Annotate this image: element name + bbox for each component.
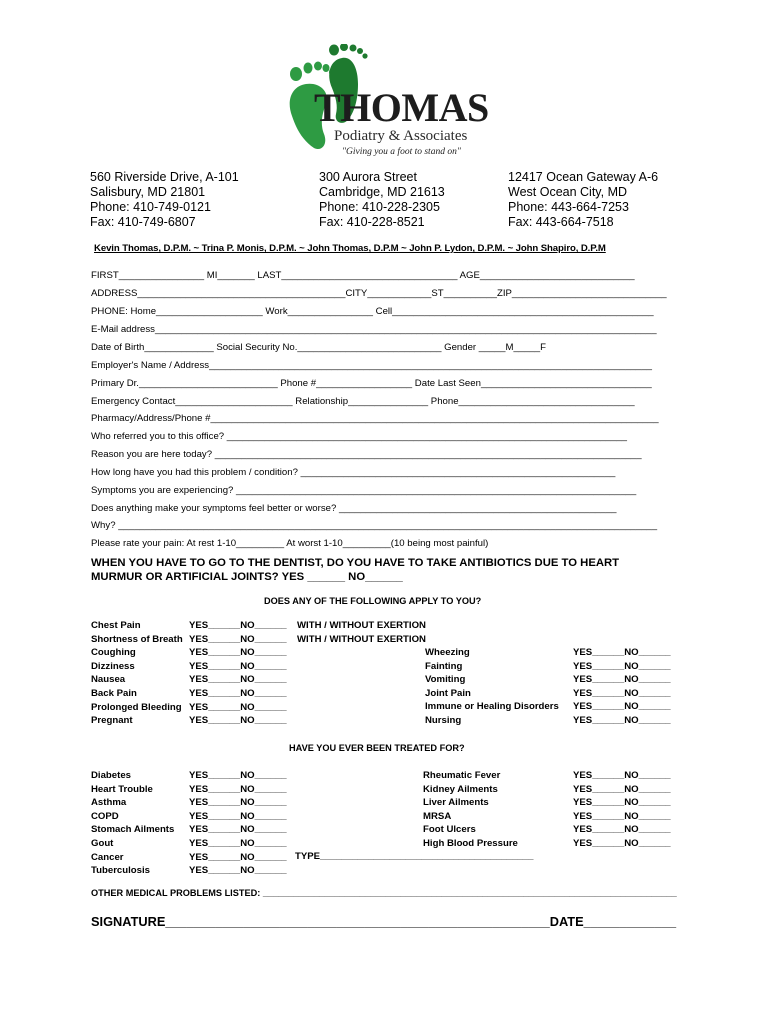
- yes-no-answer[interactable]: YES______NO______: [573, 687, 671, 699]
- yes-no-answer[interactable]: YES______NO______: [573, 701, 671, 713]
- yes-no-answer[interactable]: YES______NO______: [189, 770, 287, 781]
- exertion-shortness-of-breath[interactable]: WITH / WITHOUT EXERTION: [297, 633, 426, 645]
- condition-label: Prolonged Bleeding: [91, 701, 182, 713]
- yes-no-answer[interactable]: YES______NO______: [189, 674, 287, 686]
- apply-heading: DOES ANY OF THE FOLLOWING APPLY TO YOU?: [264, 596, 482, 606]
- antibiotics-question-line2[interactable]: MURMUR OR ARTIFICIAL JOINTS? YES ______ NO______: [91, 571, 403, 583]
- office-cambridge: [319, 170, 445, 230]
- office-phone: Phone: 443-664-7253: [508, 200, 629, 214]
- condition-label: Nausea: [91, 674, 126, 686]
- office-fax: Fax: 410-749-6807: [90, 215, 196, 229]
- logo-subtitle: Podiatry & Associates: [334, 128, 468, 144]
- condition-label: Fainting: [425, 660, 463, 672]
- condition-label: Wheezing: [425, 647, 470, 658]
- yes-no-answer[interactable]: YES______NO______: [573, 647, 671, 658]
- field-primary-dr[interactable]: Primary Dr.__________________________ Phone #__________________ Date Last Seen________________________________: [91, 378, 652, 389]
- office-fax: Fax: 443-664-7518: [508, 215, 614, 229]
- condition-label: Vomiting: [425, 674, 466, 686]
- treated-right-labels: [423, 769, 518, 851]
- field-symptoms[interactable]: Symptoms you are experiencing? ___________________________________________________________________________: [91, 485, 637, 496]
- apply-left-answers[interactable]: [189, 619, 287, 728]
- yes-no-answer[interactable]: YES______NO______: [189, 620, 287, 631]
- field-address[interactable]: ADDRESS_______________________________________CITY____________ST__________ZIP_____________________________: [91, 288, 667, 299]
- condition-label: Back Pain: [91, 687, 137, 699]
- field-phone[interactable]: PHONE: Home____________________ Work________________ Cell_________________________________________________: [91, 306, 654, 317]
- yes-no-answer[interactable]: YES______NO______: [189, 715, 287, 727]
- exertion-options[interactable]: [297, 619, 426, 646]
- office-ocean-city: [508, 170, 658, 230]
- condition-label: Joint Pain: [425, 687, 471, 699]
- exertion-chest-pain[interactable]: WITH / WITHOUT EXERTION: [297, 620, 426, 631]
- field-better-worse[interactable]: Does anything make your symptoms feel better or worse? ____________________________________________________: [91, 503, 617, 514]
- yes-no-answer[interactable]: YES______NO______: [189, 633, 287, 645]
- condition-label: Liver Ailments: [423, 797, 489, 809]
- condition-label: Rheumatic Fever: [423, 770, 501, 781]
- yes-no-answer[interactable]: YES______NO______: [573, 797, 671, 809]
- apply-right-labels: [425, 646, 559, 728]
- apply-left-labels: [91, 619, 183, 728]
- yes-no-answer[interactable]: YES______NO______: [189, 797, 287, 809]
- field-why[interactable]: Why? _____________________________________________________________________________________________________: [91, 520, 658, 531]
- yes-no-answer[interactable]: YES______NO______: [189, 701, 287, 713]
- condition-label: Heart Trouble: [91, 783, 153, 795]
- antibiotics-question-line1: WHEN YOU HAVE TO GO TO THE DENTIST, DO YOU HAVE TO TAKE ANTIBIOTICS DUE TO HEART: [91, 557, 620, 569]
- yes-no-answer[interactable]: YES______NO______: [189, 865, 287, 877]
- yes-no-answer[interactable]: YES______NO______: [189, 647, 287, 659]
- yes-no-answer[interactable]: YES______NO______: [573, 810, 671, 822]
- condition-label: Tuberculosis: [91, 865, 150, 877]
- yes-no-answer[interactable]: YES______NO______: [189, 837, 287, 849]
- field-pain-rating[interactable]: Please rate your pain: At rest 1-10_________ At worst 1-10_________(10 being most painful): [91, 538, 489, 549]
- other-problems-field[interactable]: OTHER MEDICAL PROBLEMS LISTED: _________________________________________________________________________________: [91, 888, 677, 898]
- yes-no-answer[interactable]: YES______NO______: [573, 770, 671, 781]
- field-reason[interactable]: Reason you are here today? ________________________________________________________________________________: [91, 449, 642, 460]
- condition-label: Nursing: [425, 714, 462, 726]
- yes-no-answer[interactable]: YES______NO______: [189, 824, 287, 836]
- condition-label: Dizziness: [91, 660, 135, 672]
- yes-no-answer[interactable]: YES______NO______: [189, 687, 287, 699]
- office-city: Cambridge, MD 21613: [319, 185, 445, 199]
- condition-label: Asthma: [91, 797, 127, 809]
- condition-label: Pregnant: [91, 715, 133, 727]
- treated-left-answers[interactable]: [189, 769, 287, 878]
- yes-no-answer[interactable]: YES______NO______: [189, 810, 287, 822]
- field-referred-by[interactable]: Who referred you to this office? ___________________________________________________________________________: [91, 431, 627, 442]
- yes-no-answer[interactable]: YES______NO______: [573, 783, 671, 795]
- condition-label: Shortness of Breath: [91, 633, 183, 645]
- condition-label: Kidney Ailments: [423, 783, 498, 795]
- yes-no-answer[interactable]: YES______NO______: [189, 660, 287, 672]
- office-street: 12417 Ocean Gateway A-6: [508, 170, 659, 184]
- condition-label: Coughing: [91, 647, 136, 659]
- yes-no-answer[interactable]: YES______NO______: [573, 674, 671, 686]
- condition-label: Immune or Healing Disorders: [425, 701, 559, 713]
- signature-date-line[interactable]: SIGNATURE______________________________________________________DATE_____________: [91, 914, 677, 929]
- office-city: West Ocean City, MD: [508, 185, 628, 199]
- yes-no-answer[interactable]: YES______NO______: [573, 837, 671, 849]
- yes-no-answer[interactable]: YES______NO______: [573, 660, 671, 672]
- logo-tagline: "Giving you a foot to stand on": [342, 147, 461, 157]
- condition-label: Chest Pain: [91, 620, 141, 631]
- office-salisbury: [90, 170, 239, 230]
- condition-label: COPD: [91, 810, 119, 822]
- practice-logo: [262, 44, 489, 162]
- yes-no-answer[interactable]: YES______NO______: [573, 714, 671, 726]
- condition-label: Diabetes: [91, 770, 131, 781]
- condition-label: Foot Ulcers: [423, 824, 476, 836]
- yes-no-answer[interactable]: YES______NO______: [573, 824, 671, 836]
- field-dob-ssn-gender[interactable]: Date of Birth_____________ Social Security No.___________________________ Gender _____M_____F: [91, 342, 546, 353]
- condition-label: Gout: [91, 837, 114, 849]
- condition-label: Cancer: [91, 851, 124, 863]
- treated-left-labels: [91, 769, 174, 878]
- field-name-age[interactable]: FIRST________________ MI_______ LAST_________________________________ AGE_____________________________: [91, 270, 635, 281]
- logo-name: THOMAS: [314, 85, 489, 130]
- yes-no-answer[interactable]: YES______NO______: [189, 851, 287, 863]
- condition-label: High Blood Pressure: [423, 837, 518, 849]
- office-city: Salisbury, MD 21801: [90, 185, 206, 199]
- yes-no-answer[interactable]: YES______NO______: [189, 783, 287, 795]
- condition-label: MRSA: [423, 810, 452, 822]
- office-fax: Fax: 410-228-8521: [319, 215, 425, 229]
- condition-label: Stomach Ailments: [91, 824, 175, 836]
- office-phone: Phone: 410-749-0121: [90, 200, 211, 214]
- field-employer[interactable]: Employer's Name / Address___________________________________________________________________________________: [91, 360, 652, 371]
- field-duration[interactable]: How long have you had this problem / condition? ___________________________________________________________: [91, 467, 616, 478]
- office-street: 560 Riverside Drive, A-101: [90, 170, 239, 184]
- field-pharmacy[interactable]: Pharmacy/Address/Phone #____________________________________________________________________________________: [91, 413, 659, 424]
- treated-right-answers[interactable]: [573, 769, 671, 851]
- cancer-type-field[interactable]: TYPE________________________________________: [295, 851, 534, 862]
- apply-right-answers[interactable]: [573, 646, 671, 728]
- antibiotics-question[interactable]: [91, 556, 619, 584]
- treated-heading: HAVE YOU EVER BEEN TREATED FOR?: [289, 743, 465, 753]
- office-street: 300 Aurora Street: [319, 170, 417, 184]
- field-email[interactable]: E-Mail address______________________________________________________________________________________________: [91, 324, 657, 335]
- field-emergency-contact[interactable]: Emergency Contact______________________ Relationship_______________ Phone_________________________________: [91, 396, 635, 407]
- doctors-list: Kevin Thomas, D.P.M. ~ Trina P. Monis, D.P.M. ~ John Thomas, D.P.M ~ John P. Lydon, D.P.M. ~ John Shapiro, D.P.M: [94, 243, 606, 254]
- office-phone: Phone: 410-228-2305: [319, 200, 440, 214]
